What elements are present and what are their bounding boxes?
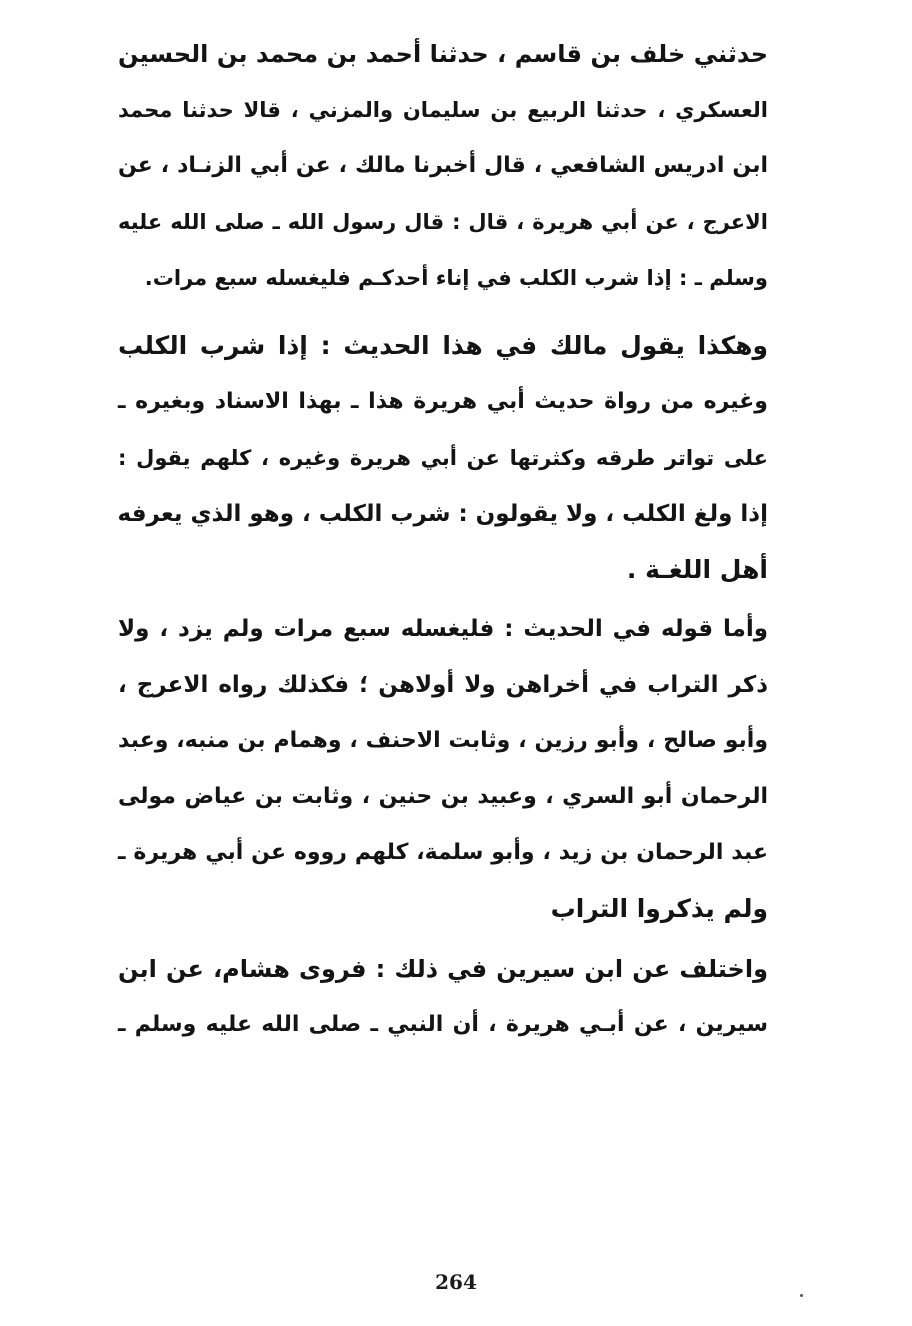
- text-line: عبد الرحمان بن زيد ، وأبو سلمة، كلهم رووه عن أبي هريرة ـ: [118, 840, 768, 865]
- text-line: وأبو صالح ، وأبو رزين ، وثابت الاحنف ، وهمام بن منبه، وعبد: [118, 728, 768, 753]
- paragraph-4: [118, 941, 768, 1053]
- text-line: وأما قوله في الحديث : فليغسله سبع مرات ولم يزد ، ولا: [118, 616, 768, 642]
- paragraph-3: [118, 601, 768, 937]
- text-line: سيرين ، عن أبـي هريرة ، أن النبي ـ صلى الله عليه وسلم ـ: [118, 1012, 768, 1037]
- text-line: الاعرج ، عن أبي هريرة ، قال : قال رسول الله ـ صلى الله عليه: [118, 210, 768, 234]
- scan-speck: [800, 1294, 803, 1297]
- text-line: حدثني خلف بن قاسم ، حدثنا أحمد بن محمد بن الحسين: [118, 40, 768, 68]
- text-line: إذا ولغ الكلب ، ولا يقولون : شرب الكلب ، وهو الذي يعرفه: [117, 501, 768, 527]
- text-line: العسكري ، حدثنا الربيع بن سليمان والمزني ، قالا حدثنا محمد: [118, 98, 768, 122]
- text-line: الرحمان أبو السري ، وعبيد بن حنين ، وثابت بن عياض مولى: [118, 784, 768, 809]
- paragraph-2: [118, 318, 768, 598]
- text-line: وغيره من رواة حديث أبي هريرة هذا ـ بهذا الاسناد وبغيره ـ: [118, 389, 768, 414]
- paragraph-1: [118, 26, 768, 306]
- text-line: واختلف عن ابن سيرين في ذلك : فروى هشام، عن ابن: [118, 955, 768, 983]
- text-line: على تواتر طرقه وكثرتها عن أبي هريرة وغيره ، كلهم يقول :: [118, 446, 768, 470]
- page-number: 264: [435, 1270, 477, 1294]
- text-line: ذكر التراب في أخراهن ولا أولاهن ؛ فكذلك رواه الاعرج ،: [118, 672, 768, 698]
- text-line: وهكذا يقول مالك في هذا الحديث : إذا شرب الكلب: [118, 331, 768, 360]
- text-line: أهل اللغـة .: [626, 555, 768, 584]
- text-line: وسلم ـ : إذا شرب الكلب في إناء أحدكـم فليغسله سبع مرات.: [144, 266, 768, 290]
- text-line: ابن ادريس الشافعي ، قال أخبرنا مالك ، عن أبي الزنـاد ، عن: [118, 153, 768, 178]
- text-line: ولم يذكروا التراب: [550, 894, 768, 923]
